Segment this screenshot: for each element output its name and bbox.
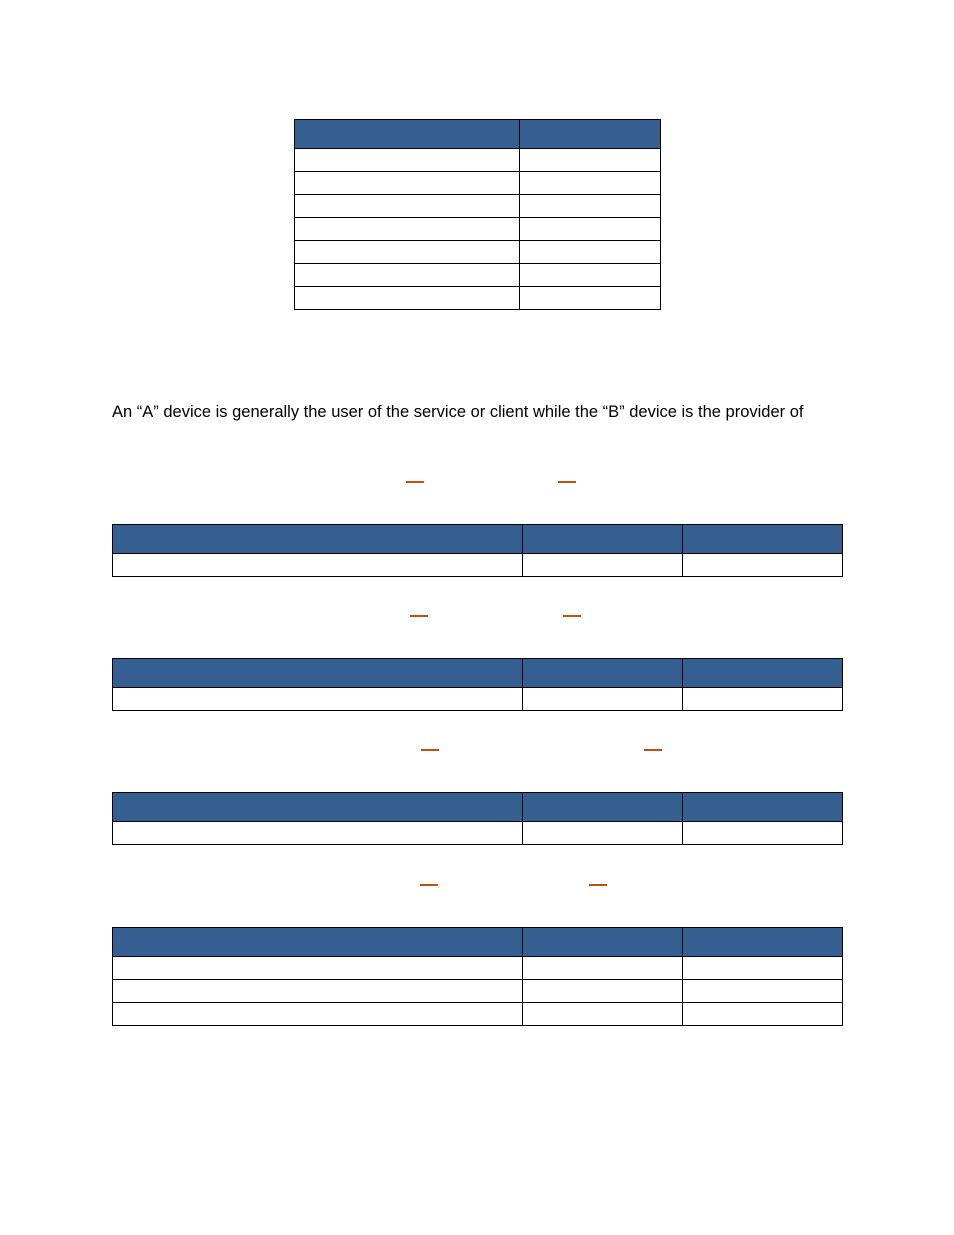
table-header-row: [113, 659, 843, 688]
table-row: [113, 957, 843, 980]
link-dash-marker[interactable]: [421, 749, 439, 751]
table-header-row: [113, 525, 843, 554]
link-dash-marker[interactable]: [589, 884, 607, 886]
table-header-row: [113, 793, 843, 822]
body-paragraph: An “A” device is generally the user of the service or client while the “B” device is the provider of: [112, 403, 804, 421]
table-header-row: [113, 928, 843, 957]
table-row: [295, 241, 661, 264]
table-row: [295, 149, 661, 172]
summary-table: [294, 119, 661, 310]
device-table-3: [112, 792, 843, 845]
device-table-4: [112, 927, 843, 1026]
table-row: [113, 688, 843, 711]
table-row: [113, 822, 843, 845]
link-dash-marker[interactable]: [563, 615, 581, 617]
table-row: [295, 264, 661, 287]
link-dash-marker[interactable]: [410, 615, 428, 617]
table-header-row: [295, 120, 661, 149]
table-row: [113, 1003, 843, 1026]
table-row: [295, 195, 661, 218]
table-row: [295, 172, 661, 195]
link-dash-marker[interactable]: [406, 481, 424, 483]
link-dash-marker[interactable]: [420, 884, 438, 886]
device-table-1: [112, 524, 843, 577]
table-row: [295, 218, 661, 241]
table-row: [295, 287, 661, 310]
link-dash-marker[interactable]: [558, 481, 576, 483]
table-row: [113, 554, 843, 577]
device-table-2: [112, 658, 843, 711]
link-dash-marker[interactable]: [644, 749, 662, 751]
table-row: [113, 980, 843, 1003]
